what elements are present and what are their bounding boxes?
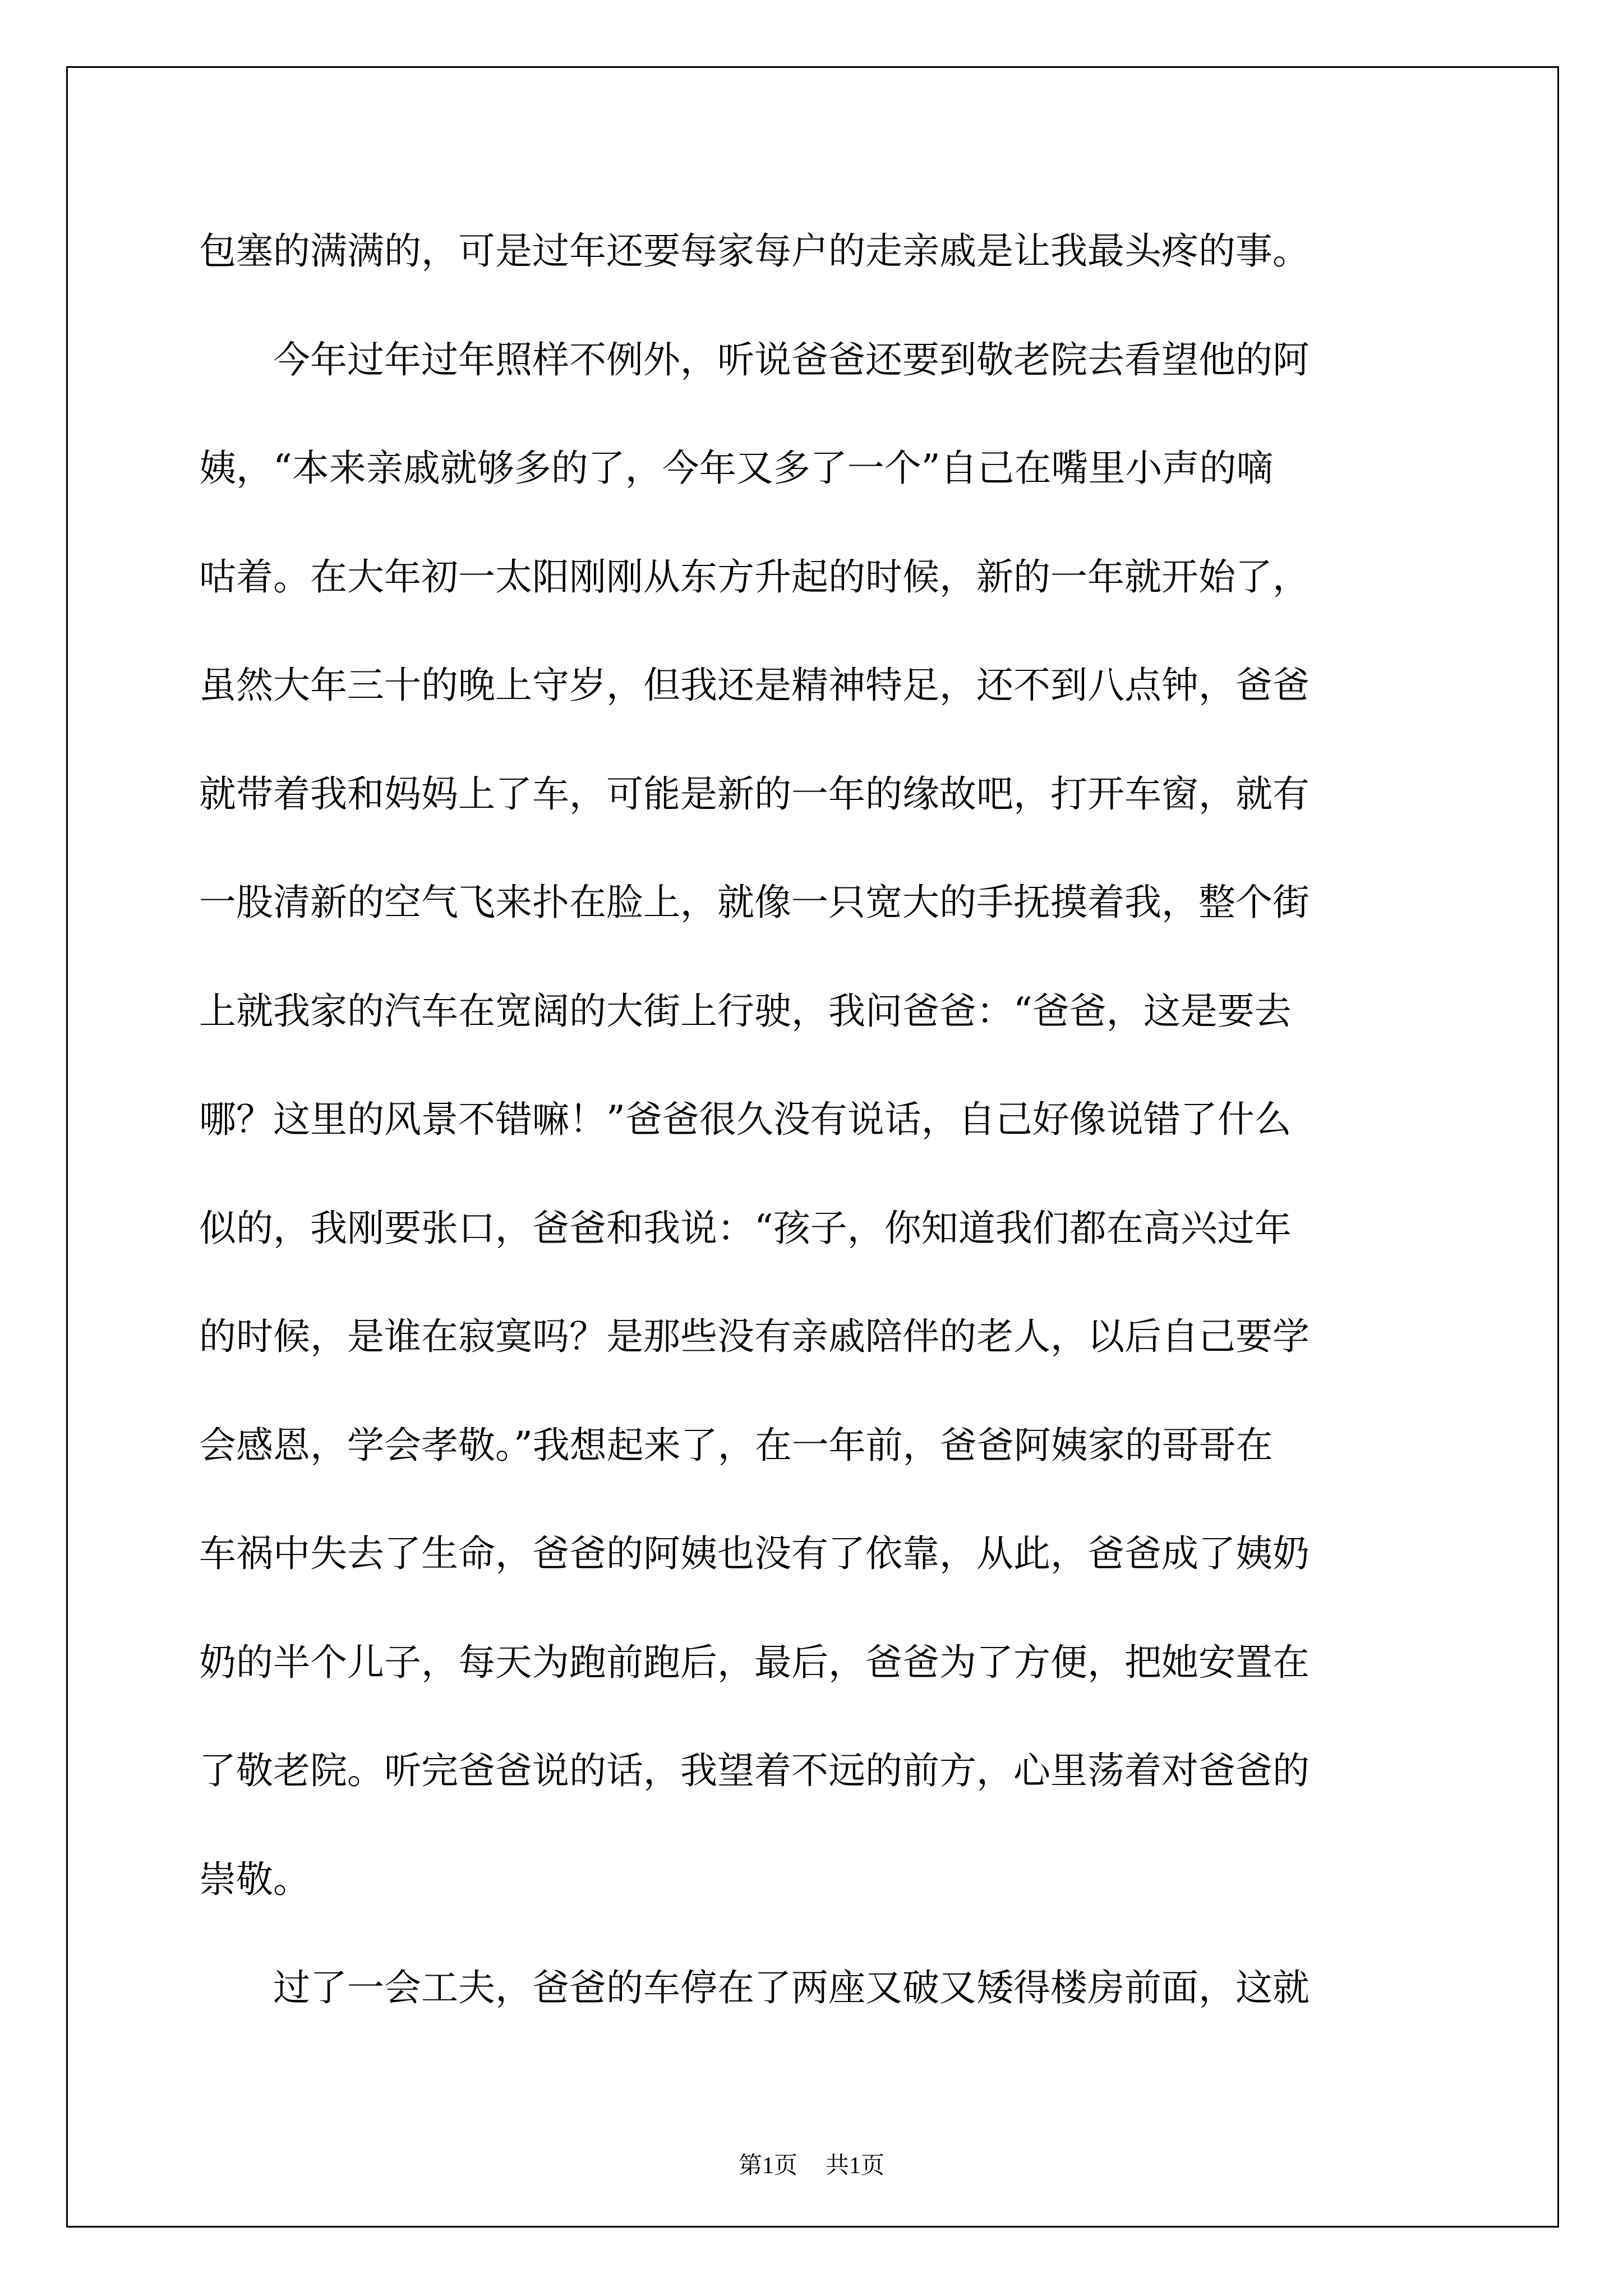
- text-line-6: 就带着我和妈妈上了车，可能是新的一年的缘故吧，打开车窗，就有: [199, 772, 1310, 816]
- text-line-7: 一股清新的空气飞来扑在脸上，就像一只宽大的手抚摸着我，整个街: [199, 881, 1310, 924]
- page-number: 第1页: [738, 2153, 797, 2179]
- text-line-14: 奶的半个儿子，每天为跑前跑后，最后，爸爸为了方便，把她安置在: [199, 1640, 1310, 1684]
- text-line-5: 虽然大年三十的晚上守岁，但我还是精神特足，还不到八点钟，爸爸: [199, 664, 1310, 707]
- text-line-15: 了敬老院。听完爸爸说的话，我望着不远的前方，心里荡着对爸爸的: [199, 1749, 1310, 1792]
- text-line-17: 过了一会工夫，爸爸的车停在了两座又破又矮得楼房前面，这就: [199, 1966, 1310, 2009]
- text-line-1: 包塞的满满的，可是过年还要每家每户的走亲戚是让我最头疼的事。: [199, 229, 1310, 273]
- text-line-8: 上就我家的汽车在宽阔的大街上行驶，我问爸爸：“爸爸，这是要去: [199, 989, 1292, 1033]
- text-line-12: 会感恩，学会孝敬。”我想起来了，在一年前，爸爸阿姨家的哥哥在: [199, 1423, 1273, 1467]
- text-line-9: 哪？这里的风景不错嘛！”爸爸很久没有说话，自己好像说错了什么: [199, 1098, 1292, 1141]
- text-line-2: 今年过年过年照样不例外，听说爸爸还要到敬老院去看望他的阿: [199, 338, 1310, 381]
- text-line-16: 崇敬。: [199, 1857, 310, 1901]
- text-line-13: 车祸中失去了生命，爸爸的阿姨也没有了依靠，从此，爸爸成了姨奶: [199, 1532, 1310, 1575]
- text-line-3: 姨，“本来亲戚就够多的了，今年又多了一个”自己在嘴里小声的嘀: [199, 447, 1274, 490]
- text-line-4: 咕着。在大年初一太阳刚刚从东方升起的时候，新的一年就开始了，: [199, 555, 1310, 599]
- text-line-11: 的时候，是谁在寂寞吗？是那些没有亲戚陪伴的老人，以后自己要学: [199, 1315, 1310, 1358]
- page-total: 共1页: [826, 2153, 885, 2179]
- text-line-10: 似的，我刚要张口，爸爸和我说：“孩子，你知道我们都在高兴过年: [199, 1206, 1292, 1250]
- page-footer: [0, 2152, 1623, 2180]
- document-body: [199, 197, 1433, 2042]
